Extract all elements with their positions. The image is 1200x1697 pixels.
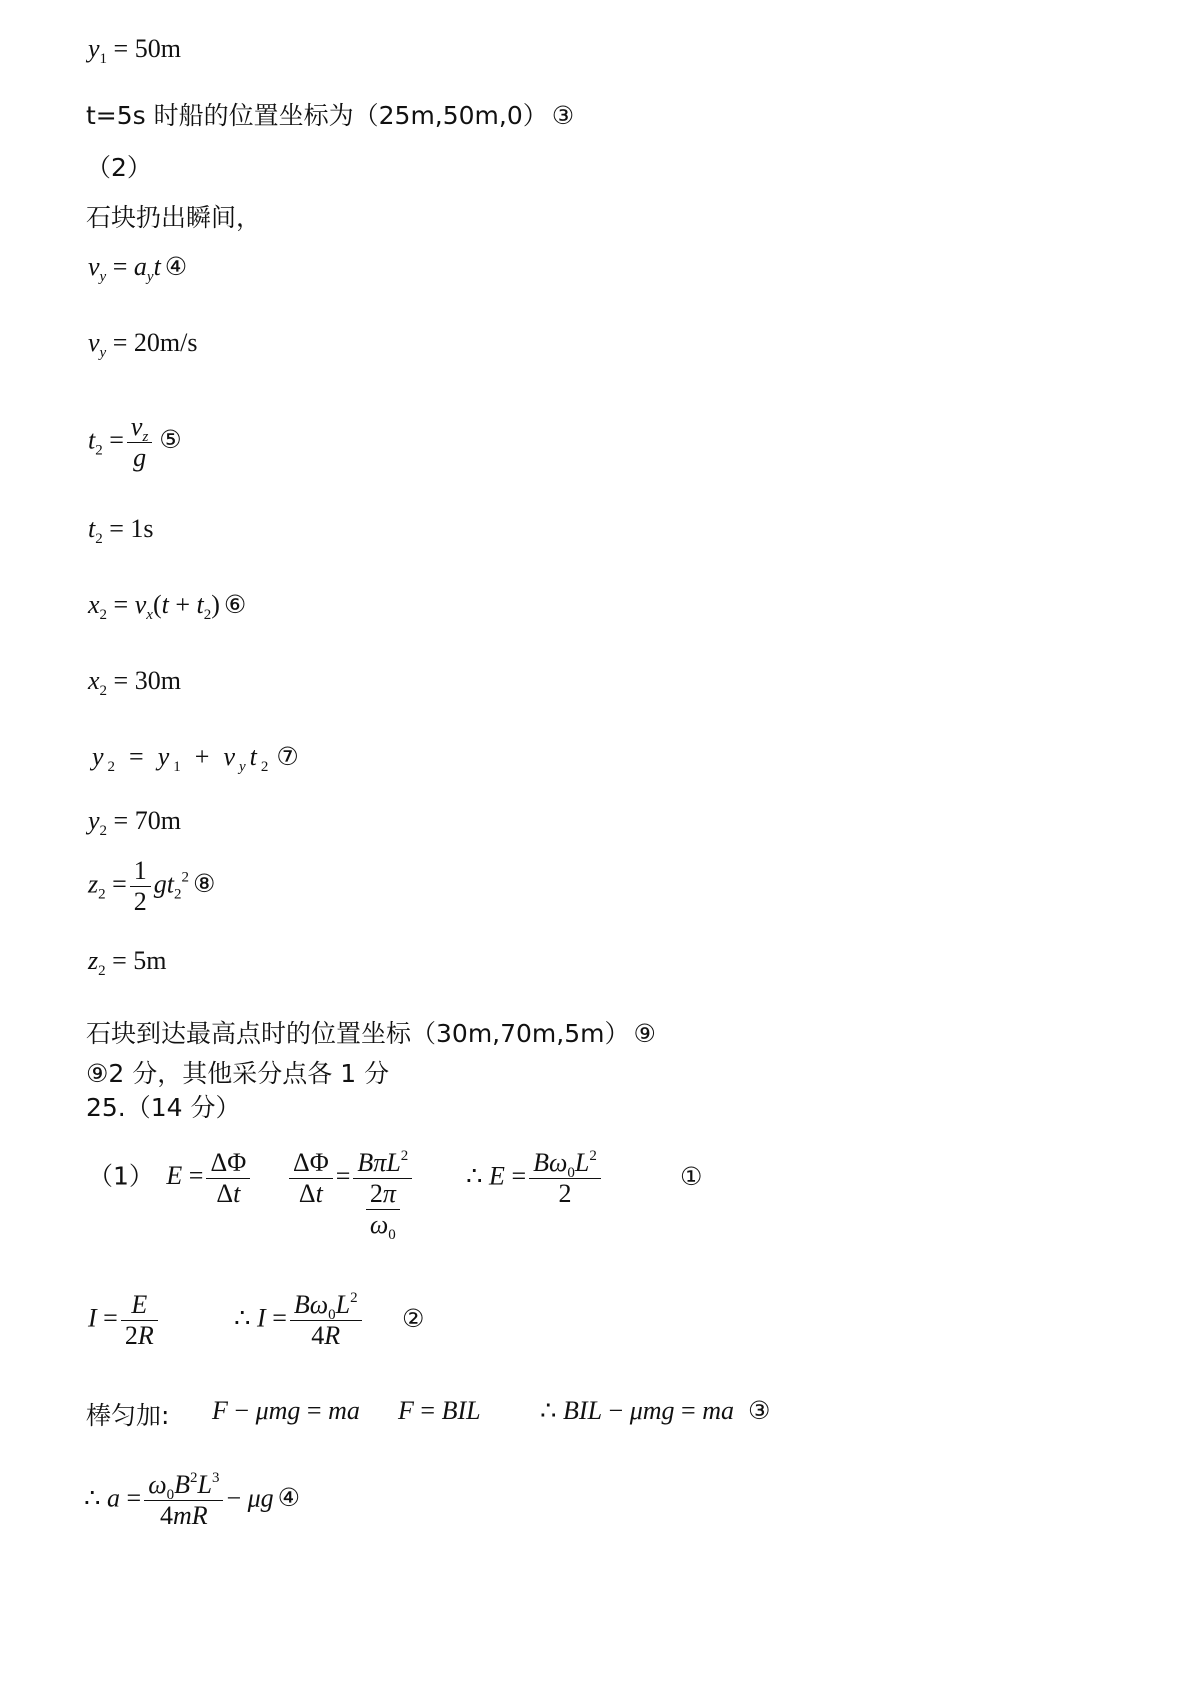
part2-label: （2） bbox=[86, 153, 152, 182]
eq-flux-rate: $\frac{\Delta\Phi}{\Delta t}$ = $\frac{B\pi L^2}{\frac{2\pi}{\omega_0}}$ bbox=[286, 1148, 415, 1240]
eq-emf-row: （1） E = $\frac{\Delta\Phi}{\Delta t}$ bbox=[88, 1148, 253, 1209]
current-def-fraction: $\frac{E}{2R}$ bbox=[121, 1290, 158, 1351]
eq-x2: $x_2 = v_x(t + t_2)$ ⑥ bbox=[88, 590, 247, 623]
eq-current-def: I = $\frac{E}{2R}$ bbox=[88, 1290, 161, 1351]
boat-position-line bbox=[86, 96, 574, 132]
stone-position-text: 石块到达最高点时的位置坐标（30m,70m,5m） bbox=[86, 1019, 630, 1048]
y1-value: 50m bbox=[134, 34, 181, 63]
flux-rate-fraction: $\frac{\Delta\Phi}{\Delta t}$ bbox=[289, 1148, 333, 1209]
eq-emf-result: ∴ E = $\frac{B\omega_0L^2}{2}$ bbox=[466, 1148, 604, 1209]
eq-y2: $y_2 = y_1 + v_yt_2$ ⑦ bbox=[92, 742, 303, 775]
boat-position-text: t=5s 时船的位置坐标为（25m,50m,0） bbox=[86, 101, 548, 130]
y2-eq-mark: ⑦ bbox=[276, 742, 303, 771]
t2-eq-mark: ⑤ bbox=[159, 425, 182, 455]
eq-current-result: ∴ I = $\frac{B\omega_0L^2}{4R}$ bbox=[234, 1290, 365, 1351]
eq-acceleration: ∴ a = $\frac{\omega_0B^2L^3}{4mR}$ − μg ④ bbox=[84, 1470, 301, 1530]
stone-position-line bbox=[86, 1014, 656, 1050]
emf-mark: ① bbox=[680, 1162, 703, 1191]
t2-value: 1s bbox=[130, 514, 154, 543]
rod-accel-label: 棒匀加: bbox=[86, 1401, 170, 1430]
part1-label: （1） bbox=[88, 1161, 154, 1191]
eq-vy-value: $v_y = 20m/s$ bbox=[88, 328, 198, 361]
half-fraction: $\frac{1}{2}$ bbox=[130, 856, 151, 917]
eq-z2-value: $z_2 = 5m$ bbox=[88, 946, 167, 979]
vy-eq-mark: ④ bbox=[164, 252, 188, 281]
newton-mark: ③ bbox=[748, 1396, 771, 1425]
flux-period-fraction: $\frac{B\pi L^2}{\frac{2\pi}{\omega_0}}$ bbox=[353, 1148, 412, 1240]
y2-value: 70m bbox=[134, 806, 181, 835]
stone-position-mark: ⑨ bbox=[633, 1019, 656, 1048]
eq-x2-value: $x_2 = 30m$ bbox=[88, 666, 181, 699]
emf-def-fraction: $\frac{\Delta\Phi}{\Delta t}$ bbox=[206, 1148, 250, 1209]
vy-value: 20m/s bbox=[133, 328, 198, 357]
stone-throw-text: 石块扔出瞬间， bbox=[86, 203, 262, 232]
z2-value: 5m bbox=[133, 946, 167, 975]
eq-y1: $y_1 = 50m$ bbox=[88, 34, 181, 67]
boat-position-mark: ③ bbox=[551, 101, 575, 130]
eq-t2: $t_2$ = $\frac{v_z}{g}$ ⑤ bbox=[88, 412, 182, 472]
current-result-fraction: $\frac{B\omega_0L^2}{4R}$ bbox=[290, 1290, 362, 1351]
x2-value: 30m bbox=[134, 666, 181, 695]
eq-newton-result: ∴ BIL − μmg = ma ③ bbox=[540, 1396, 771, 1425]
z2-eq-mark: ⑧ bbox=[193, 869, 216, 899]
eq-z2: $z_2$ = $\frac{1}{2}$ $gt_2^2$ ⑧ bbox=[88, 856, 216, 916]
eq-t2-value: $t_2 = 1s$ bbox=[88, 514, 154, 547]
problem-number: 25.（14 分） bbox=[86, 1093, 241, 1122]
score-note: ⑨2 分，其他采分点各 1 分 bbox=[86, 1059, 390, 1088]
accel-fraction: $\frac{\omega_0B^2L^3}{4mR}$ bbox=[144, 1470, 223, 1531]
eq-y2-value: $y_2 = 70m$ bbox=[88, 806, 181, 839]
eq-ampere-force: F = BIL bbox=[398, 1396, 481, 1425]
emf-result-fraction: $\frac{B\omega_0L^2}{2}$ bbox=[529, 1148, 601, 1209]
x2-eq-mark: ⑥ bbox=[223, 590, 247, 619]
eq-newton: F − μmg = ma bbox=[212, 1396, 360, 1425]
current-mark: ② bbox=[402, 1304, 425, 1333]
eq-vy: $v_y = a_yt$ ④ bbox=[88, 252, 188, 285]
t2-fraction: $\frac{v_z}{g}$ bbox=[127, 412, 152, 473]
accel-mark: ④ bbox=[277, 1483, 301, 1513]
